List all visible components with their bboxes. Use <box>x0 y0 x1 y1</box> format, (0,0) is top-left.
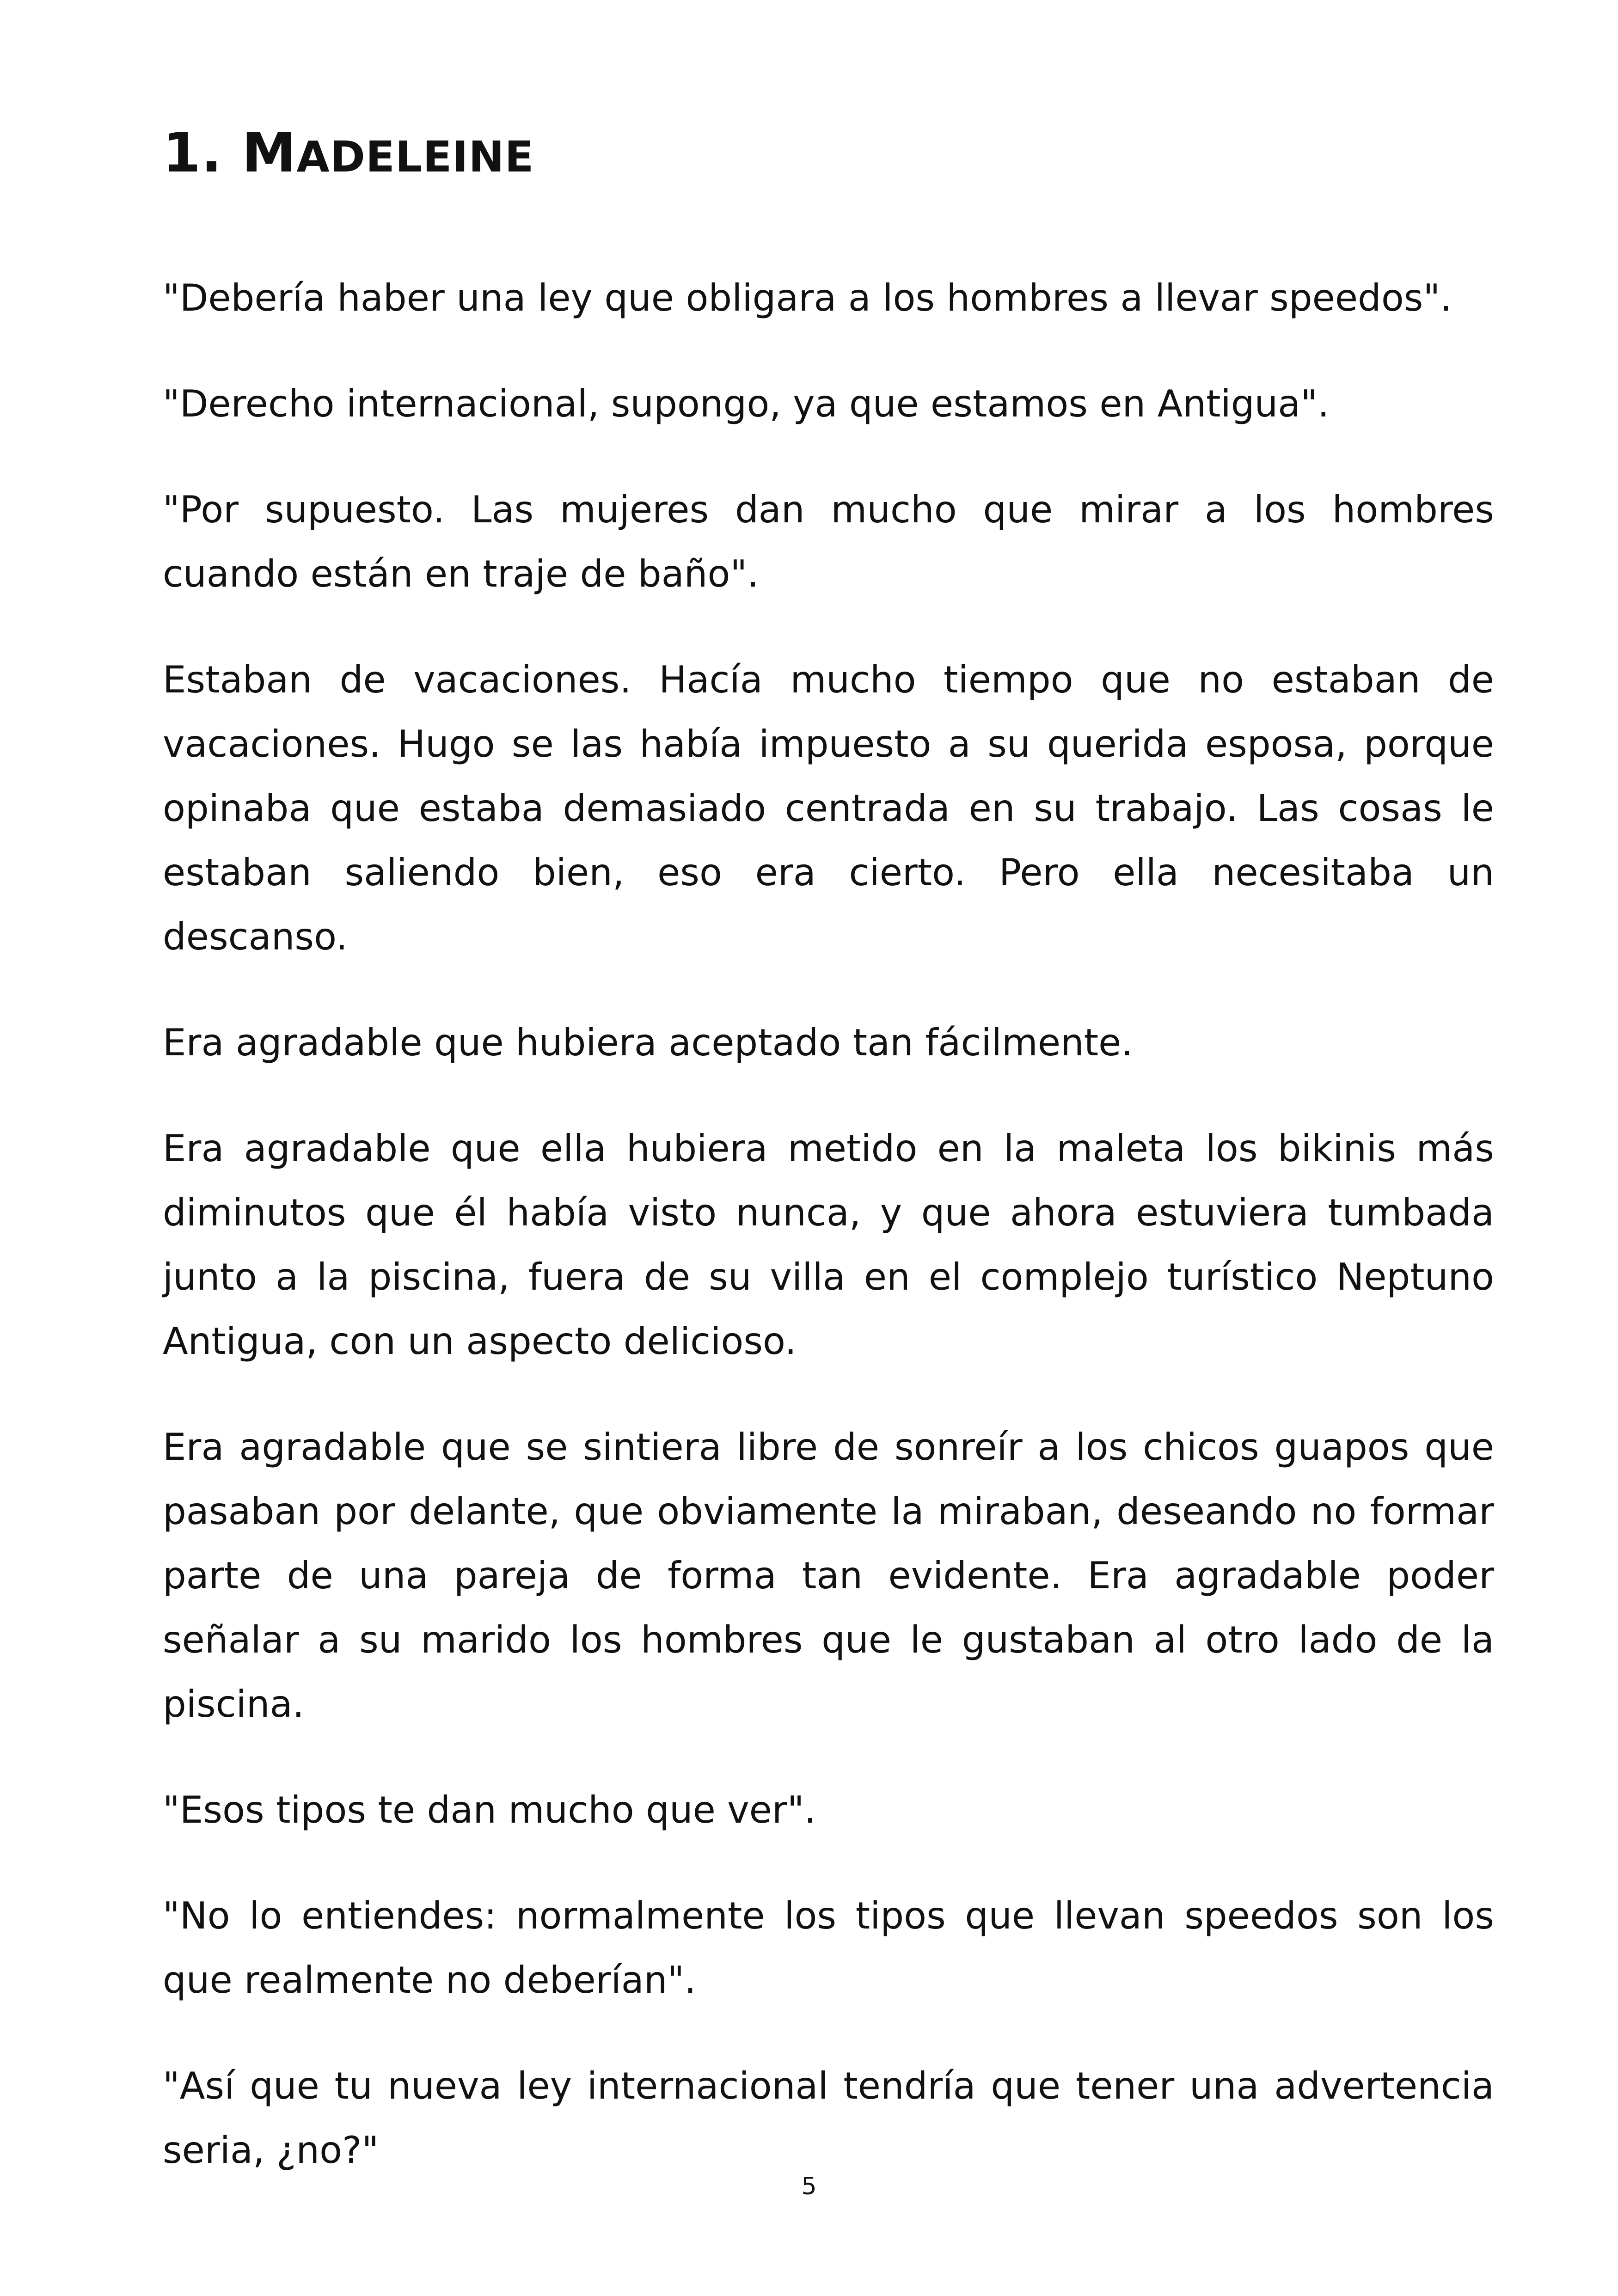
chapter-title-initial: M <box>242 121 297 184</box>
chapter-title <box>163 118 1494 192</box>
page-content <box>163 118 1494 2224</box>
paragraph: "Así que tu nueva ley internacional tendría que tener una advertencia seria, ¿no?" <box>163 2064 1494 2172</box>
paragraph: "Derecho internacional, supongo, ya que estamos en Antigua". <box>163 382 1330 425</box>
paragraph: Era agradable que se sintiera libre de sonreír a los chicos guapos que pasaban por delante, que obviamente la miraban, deseando no formar parte de una pareja de forma tan evidente. Era agradable poder señalar a su marido los hombres que le gustaban al otro lado de la piscina. <box>163 1426 1494 1726</box>
paragraph: "Esos tipos te dan mucho que ver". <box>163 1788 816 1831</box>
paragraph: "Debería haber una ley que obligara a los hombres a llevar speedos". <box>163 276 1452 319</box>
paragraph: "No lo entiendes: normalmente los tipos que llevan speedos son los que realmente no deberían". <box>163 1894 1494 2002</box>
paragraph: "Por supuesto. Las mujeres dan mucho que mirar a los hombres cuando están en traje de baño". <box>163 488 1494 595</box>
chapter-title-rest: ADELEINE <box>296 132 534 182</box>
paragraph: Estaban de vacaciones. Hacía mucho tiempo que no estaban de vacaciones. Hugo se las había impuesto a su querida esposa, porque opinaba que estaba demasiado centrada en su trabajo. Las cosas le estaban saliendo bien, eso era cierto. Pero ella necesitaba un descanso. <box>163 658 1494 958</box>
paragraph: Era agradable que ella hubiera metido en la maleta los bikinis más diminutos que él había visto nunca, y que ahora estuviera tumbada junto a la piscina, fuera de su villa en el complejo turístico Neptuno Antigua, con un aspecto delicioso. <box>163 1127 1494 1363</box>
paragraph: Era agradable que hubiera aceptado tan fácilmente. <box>163 1021 1133 1064</box>
page-number: 5 <box>801 2173 817 2200</box>
chapter-number: 1. <box>163 121 222 184</box>
